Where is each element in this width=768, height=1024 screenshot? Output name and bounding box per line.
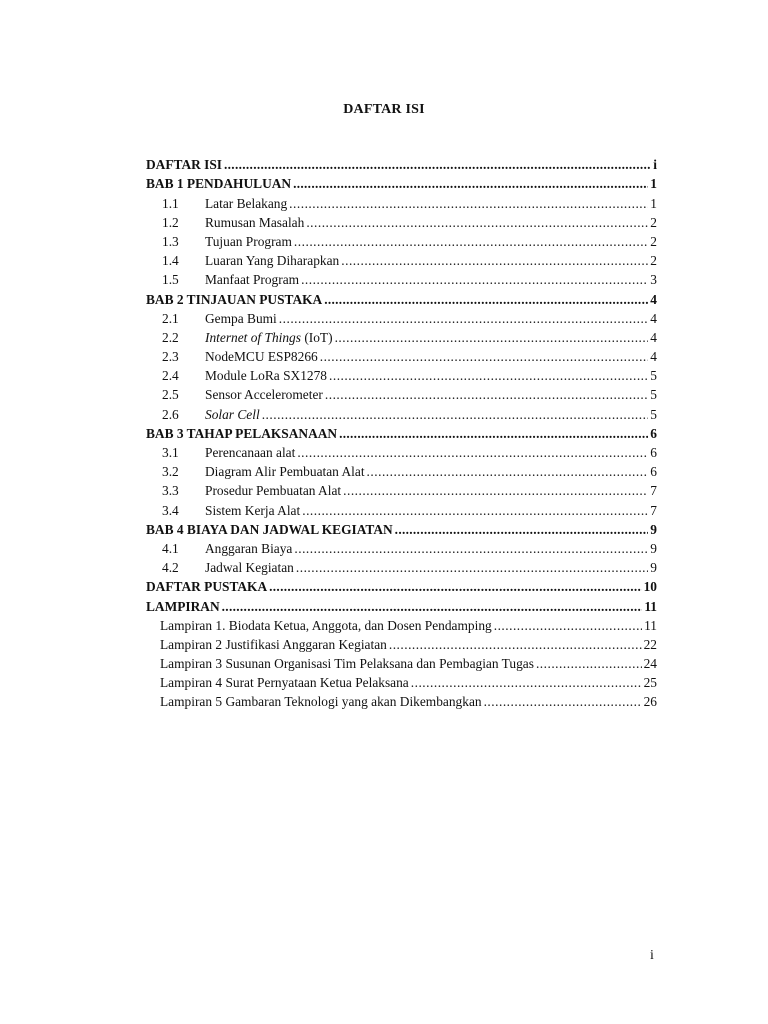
toc-entry-title: Perencanaan alat [205,445,296,460]
toc-appendix-row[interactable] [146,671,657,690]
toc-entry-title-italic: Solar Cell [205,406,260,422]
toc-entry-title [205,407,260,422]
toc-chapter-row[interactable] [146,172,657,191]
toc-page-number: i [653,157,657,173]
toc-section-number: 3.4 [162,502,179,518]
toc-entry-title: Gempa Bumi [205,310,277,326]
toc-section-row[interactable] [146,402,657,421]
toc-entry-title: BAB 3 TAHAP PELAKSANAAN [146,425,338,441]
toc-entry-title: Luaran Yang Diharapkan [205,253,340,269]
toc-leader-dots [224,157,651,172]
toc-leader-dots [389,637,642,652]
toc-section-row[interactable] [146,191,657,210]
toc-leader-dots [294,541,648,556]
toc-entry-title: Rumusan Masalah [205,214,305,230]
toc-entry-title: Diagram Alir Pembuatan Alat [205,464,365,480]
toc-entry-title: Lampiran 3 Susunan Organisasi Tim Pelaksana dan Pembagian Tugas [160,656,534,672]
toc-entry-title: Sistem Kerja Alat [205,502,301,518]
toc-leader-dots [301,272,648,287]
toc-section-number: 2.1 [162,310,179,326]
toc-page-number: 6 [650,425,657,441]
toc-entry-title: Sensor Accelerometer [205,387,323,403]
toc-leader-dots [294,234,648,249]
toc-section-number: 1.4 [162,253,179,269]
toc-section-number: 1.5 [162,272,179,288]
table-of-contents [146,153,657,709]
toc-page-number: 4 [650,329,657,345]
toc-page-number: 5 [650,387,657,403]
toc-section-row[interactable] [146,249,657,268]
toc-chapter-row[interactable] [146,575,657,594]
toc-section-number: 3.3 [162,483,179,499]
toc-section-number: 4.1 [162,540,179,556]
toc-leader-dots [302,503,648,518]
toc-page-number: 6 [650,445,657,460]
toc-page-number: 9 [650,560,657,576]
toc-entry-title-italic: Internet of Things [205,329,301,345]
toc-entry-title: DAFTAR PUSTAKA [146,579,268,595]
toc-leader-dots [411,675,642,690]
toc-chapter-row[interactable] [146,594,657,613]
page-title: DAFTAR ISI [343,102,425,117]
toc-section-row[interactable] [146,326,657,345]
toc-leader-dots [279,311,649,326]
toc-leader-dots [289,196,648,211]
toc-page-number: 4 [650,310,657,326]
toc-section-number: 1.2 [162,214,179,230]
toc-leader-dots [269,579,641,594]
toc-section-number: 2.2 [162,329,179,345]
toc-entry-title: Anggaran Biaya [205,540,293,556]
toc-leader-dots [262,407,649,422]
toc-section-row[interactable] [146,383,657,402]
toc-appendix-row[interactable] [146,614,657,633]
toc-section-row[interactable] [146,364,657,383]
toc-leader-dots [339,426,648,441]
toc-section-row[interactable] [146,556,657,575]
toc-leader-dots [297,445,648,460]
toc-section-number: 1.3 [162,233,179,249]
toc-page-number: 3 [650,272,657,288]
toc-page-number: 6 [650,464,657,480]
toc-section-row[interactable] [146,479,657,498]
toc-page-number: 2 [650,214,657,230]
toc-page-number: 2 [650,253,657,269]
toc-page-number: 2 [650,233,657,249]
toc-page-number: 24 [643,656,657,672]
toc-page-number: 7 [650,483,657,499]
toc-page-number: 10 [643,579,657,595]
toc-page-number: 4 [650,349,657,365]
toc-leader-dots [320,349,649,364]
toc-entry-title: DAFTAR ISI [146,157,223,173]
toc-page-number: 1 [650,176,657,192]
toc-page-number: 5 [650,406,657,422]
toc-section-row[interactable] [146,498,657,517]
toc-section-number: 2.4 [162,368,179,384]
toc-appendix-row[interactable] [146,652,657,671]
toc-page-number: 26 [643,694,657,710]
toc-entry-title: LAMPIRAN [146,598,220,614]
toc-entry-title: Manfaat Program [205,272,300,288]
toc-page-number: 1 [650,195,657,211]
toc-section-row[interactable] [146,460,657,479]
toc-entry-title-suffix: (IoT) [300,329,333,345]
toc-page-number: 11 [644,617,657,633]
toc-page-number: 4 [650,291,657,307]
toc-entry-title: Lampiran 5 Gambaran Teknologi yang akan Dikembangkan [160,694,482,710]
toc-chapter-row[interactable] [146,518,657,537]
toc-appendix-row[interactable] [146,633,657,652]
toc-section-row[interactable] [146,307,657,326]
toc-page-number: 9 [650,521,657,537]
toc-section-number: 1.1 [162,195,179,211]
toc-leader-dots [341,253,648,268]
toc-section-row[interactable] [146,441,657,460]
toc-page-number: 5 [650,368,657,384]
toc-entry-title: BAB 4 BIAYA DAN JADWAL KEGIATAN [146,521,393,537]
toc-entry-title: Tujuan Program [205,233,292,249]
toc-leader-dots [306,215,648,230]
toc-appendix-row[interactable] [146,690,657,709]
toc-chapter-row[interactable] [146,287,657,306]
toc-leader-dots [329,368,648,383]
toc-section-number: 3.1 [162,445,179,460]
toc-section-row[interactable] [146,345,657,364]
toc-page-number: 11 [644,598,657,614]
toc-page-number: 25 [643,675,657,691]
toc-leader-dots [343,483,648,498]
toc-leader-dots [325,387,648,402]
toc-section-number: 2.6 [162,406,179,422]
toc-entry-title [205,330,333,345]
toc-leader-dots [222,599,643,614]
toc-chapter-row[interactable] [146,422,657,441]
toc-leader-dots [367,464,649,479]
toc-leader-dots [293,176,648,191]
toc-page-number: 7 [650,502,657,518]
toc-page-number: 9 [650,540,657,556]
toc-section-number: 2.3 [162,349,179,365]
toc-entry-title: Lampiran 2 Justifikasi Anggaran Kegiatan [160,636,387,652]
toc-entry-title: Module LoRa SX1278 [205,368,327,384]
toc-leader-dots [484,694,642,709]
toc-section-row[interactable] [146,268,657,287]
toc-entry-title: Lampiran 1. Biodata Ketua, Anggota, dan Dosen Pendamping [160,617,492,633]
toc-section-row[interactable] [146,211,657,230]
toc-entry-title: Latar Belakang [205,195,288,211]
toc-leader-dots [536,656,642,671]
toc-entry-title: Prosedur Pembuatan Alat [205,483,342,499]
toc-entry-title: NodeMCU ESP8266 [205,349,318,365]
toc-leader-dots [494,618,642,633]
toc-leader-dots [395,522,649,537]
toc-section-number: 2.5 [162,387,179,403]
toc-entry-title: BAB 1 PENDAHULUAN [146,176,292,192]
toc-entry-title: BAB 2 TINJAUAN PUSTAKA [146,291,323,307]
toc-leader-dots [335,330,649,345]
toc-section-number: 3.2 [162,464,179,480]
toc-page-number: 22 [643,636,657,652]
toc-section-row[interactable] [146,230,657,249]
page-number: i [650,948,654,963]
toc-section-row[interactable] [146,537,657,556]
toc-chapter-row[interactable] [146,153,657,172]
toc-leader-dots [296,560,648,575]
toc-entry-title: Jadwal Kegiatan [205,560,294,576]
toc-leader-dots [324,292,648,307]
toc-section-number: 4.2 [162,560,179,576]
toc-entry-title: Lampiran 4 Surat Pernyataan Ketua Pelaksana [160,675,409,691]
